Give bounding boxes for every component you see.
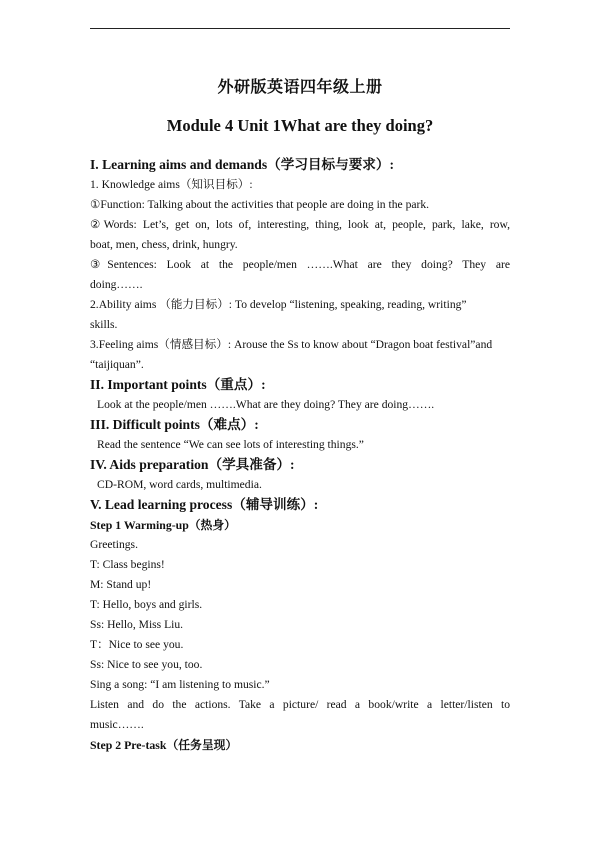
header-rule (90, 28, 510, 29)
words-line-1: ②Words: Let’s, get on, lots of, interesting, thing, look at, people, park, lake, row, (90, 218, 510, 231)
difficult-points-text: Read the sentence “We can see lots of interesting things.” (97, 438, 364, 451)
sentences-line-2: doing……. (90, 278, 143, 291)
section-heading-lead-learning: V. Lead learning process（辅导训练）: (90, 497, 319, 512)
words-line-2: boat, men, chess, drink, hungry. (90, 238, 238, 251)
section-heading-difficult-points: III. Difficult points（难点）: (90, 417, 259, 432)
dialogue-line: M: Stand up! (90, 578, 152, 591)
aids-preparation-text: CD-ROM, word cards, multimedia. (97, 478, 262, 491)
dialogue-line: T: Hello, boys and girls. (90, 598, 203, 611)
song-line: Sing a song: “I am listening to music.” (90, 678, 270, 691)
dialogue-line: Ss: Nice to see you, too. (90, 658, 203, 671)
section-heading-learning-aims: I. Learning aims and demands（学习目标与要求）: (90, 157, 395, 172)
step-2-heading: Step 2 Pre-task（任务呈现） (90, 738, 238, 752)
function-line: ①Function: Talking about the activities that people are doing in the park. (90, 198, 430, 211)
dialogue-line: Greetings. (90, 538, 138, 551)
feeling-line-1: 3.Feeling aims（情感目标）: Arouse the Ss to know about “Dragon boat festival”and (90, 338, 493, 351)
ability-line-2: skills. (90, 318, 118, 331)
dialogue-line: Ss: Hello, Miss Liu. (90, 618, 184, 631)
important-points-text: Look at the people/men …….What are they doing? They are doing……. (97, 398, 435, 411)
ability-line-1: 2.Ability aims （能力目标）: To develop “listening, speaking, reading, writing” (90, 298, 467, 311)
knowledge-aims: 1. Knowledge aims（知识目标）: (90, 178, 253, 191)
dialogue-line: T：Nice to see you. (90, 638, 184, 651)
dialogue-line: T: Class begins! (90, 558, 165, 571)
document-title-chinese: 外研版英语四年级上册 (217, 79, 383, 96)
section-heading-important-points: II. Important points（重点）: (90, 377, 266, 392)
document-body (90, 155, 510, 755)
step-1-heading: Step 1 Warming-up（热身） (90, 518, 236, 532)
sentences-line-1: ③Sentences: Look at the people/men …….What are they doing? They are (90, 258, 510, 271)
listen-line-1: Listen and do the actions. Take a picture/ read a book/write a letter/listen to (90, 698, 510, 711)
document-title-english: Module 4 Unit 1What are they doing? (166, 116, 434, 135)
feeling-line-2: “taijiquan”. (90, 358, 144, 371)
section-heading-aids-preparation: IV. Aids preparation（学具准备）: (90, 457, 295, 472)
listen-line-2: music……. (90, 718, 144, 731)
